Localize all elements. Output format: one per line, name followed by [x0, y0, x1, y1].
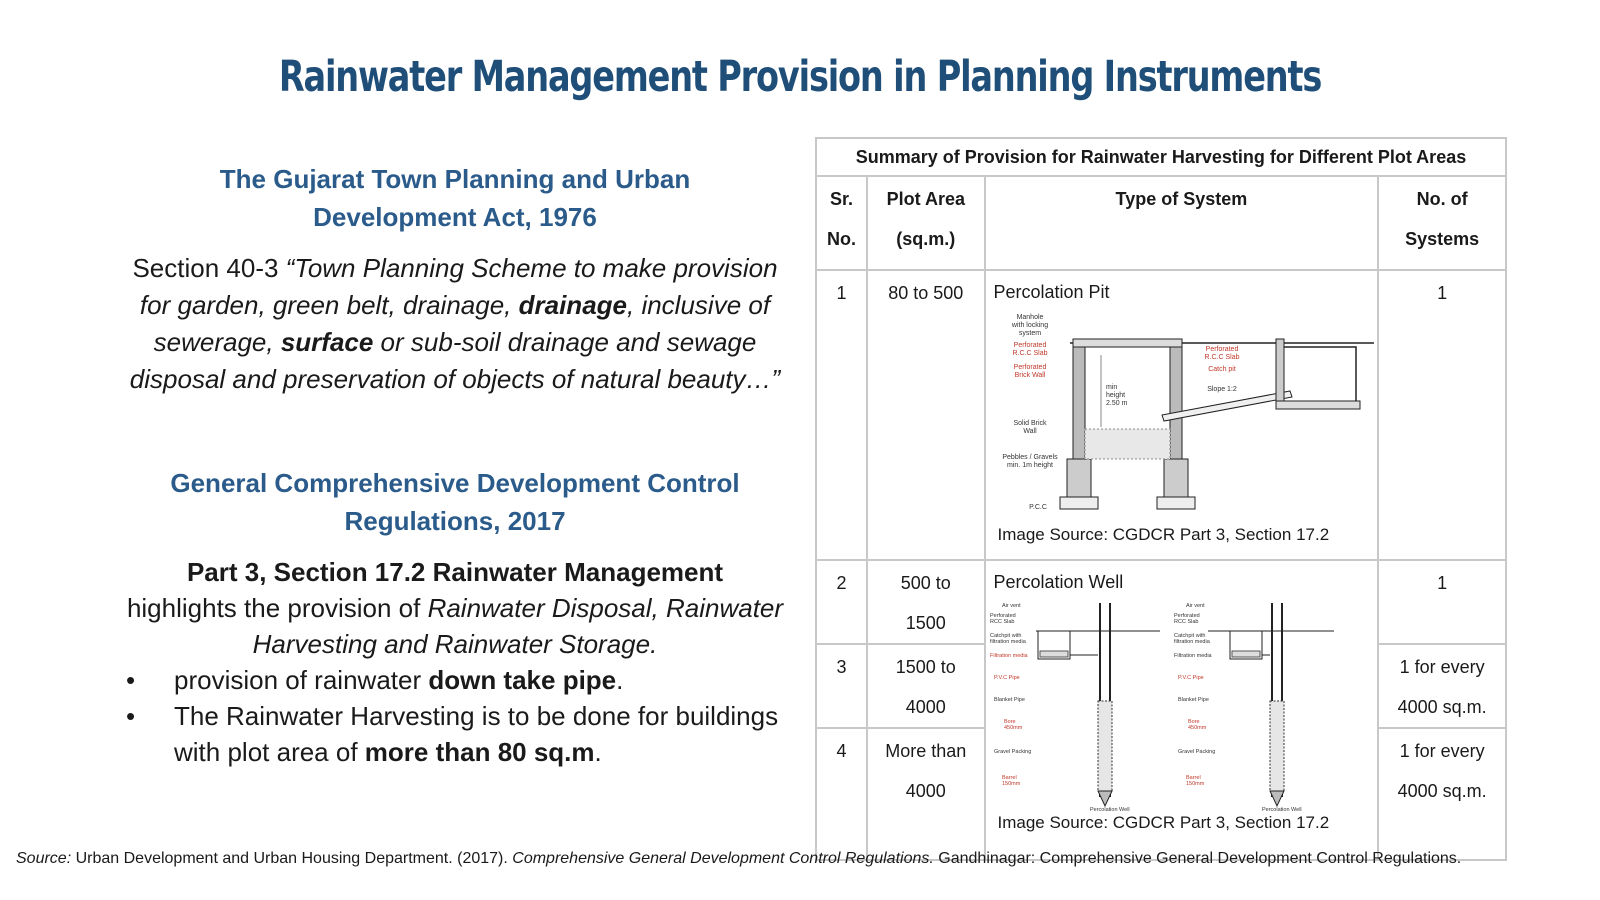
row-4-area-line-1: More than	[885, 741, 967, 761]
row-1-type-label: Percolation Pit	[993, 282, 1110, 302]
footnote-text-1: Urban Development and Urban Housing Department. (2017).	[71, 850, 513, 867]
table-row	[816, 270, 1506, 560]
bullet-symbol: •	[126, 665, 136, 695]
well-label-gravel: Gravel Packing	[993, 749, 1031, 755]
pit-label-height-2: height	[1105, 392, 1125, 399]
well-label-pvc-r: P.V.C Pipe	[1177, 675, 1204, 681]
footnote-title: Comprehensive General Development Control Regulations.	[512, 850, 934, 867]
pit-label-manhole-3: system	[1018, 330, 1041, 337]
pit-label-rcc-r-1: Perforated	[1205, 346, 1238, 353]
header-no-line-2: Systems	[1405, 229, 1480, 249]
pit-label-rcc-r-2: R.C.C Slab	[1203, 354, 1240, 361]
well-label-barrel-1: Barrel	[1001, 775, 1017, 781]
cgdcr-text	[120, 554, 790, 662]
well-label-gravel-r: Gravel Packing	[1177, 749, 1215, 755]
bullet-tail: .	[616, 665, 624, 695]
row-3-no-line-1: 1 for every	[1399, 657, 1485, 677]
pit-label-pebbles-2: min. 1m height	[1006, 462, 1053, 469]
pit-label-height-3: 2.50 m	[1105, 400, 1127, 407]
act-text	[120, 250, 790, 398]
pit-label-rcc-1: Perforated	[1013, 342, 1046, 349]
pit-label-brick-1: Perforated	[1013, 364, 1046, 371]
well-label-bore-2: 450mm	[1003, 725, 1022, 731]
pit-label-height-1: min	[1105, 384, 1117, 391]
row-2-area-line-2: 1500	[905, 613, 946, 633]
pit-label-manhole-2: with locking	[1011, 322, 1048, 329]
header-area-line-2: (sq.m.)	[896, 229, 956, 249]
row-3-area-line-2: 4000	[905, 697, 946, 717]
bullet-list	[120, 662, 790, 770]
act-quote-bold-2: surface	[280, 327, 374, 357]
header-no-of-systems	[1378, 176, 1506, 270]
well-label-air: Air vent	[1001, 603, 1021, 609]
row-2-area-line-1: 500 to	[900, 573, 951, 593]
rwh-summary-table	[815, 137, 1507, 861]
row-3-no	[1378, 644, 1506, 728]
well-label-rcc-1: Perforated	[989, 613, 1016, 619]
well-label-bore-r-1: Bore	[1187, 719, 1200, 725]
well-label-well: Percolation Well	[1089, 807, 1130, 813]
well-label-catch-r-1: Catchpit with	[1173, 633, 1205, 639]
bullet-item	[120, 698, 790, 770]
bullet-bold: down take pipe	[428, 665, 617, 695]
row-2-image-source: Image Source: CGDCR Part 3, Section 17.2	[997, 813, 1330, 832]
pit-label-brick-2: Brick Wall	[1014, 372, 1045, 379]
well-label-barrel-r-2: 150mm	[1185, 781, 1204, 787]
row-4-no	[1378, 728, 1506, 860]
header-sr-line-1: Sr.	[830, 189, 854, 209]
pit-label-solid-2: Wall	[1022, 428, 1037, 435]
act-quote-1: “Town Planning Scheme to make provision for garden, green belt, drainage,	[139, 253, 778, 320]
row-2-area	[867, 560, 984, 644]
well-label-filt: Filtration media	[989, 653, 1028, 659]
well-label-catch-1: Catchpit with	[989, 633, 1021, 639]
row-2-type	[985, 560, 1379, 860]
act-heading	[120, 160, 790, 236]
row-4-no-line-2: 4000 sq.m.	[1397, 781, 1487, 801]
cgdcr-text-italic: Rainwater Disposal, Rainwater Harvesting and Rainwater Storage.	[252, 593, 784, 659]
well-label-pvc: P.V.C Pipe	[993, 675, 1020, 681]
header-sr-line-2: No.	[827, 229, 857, 249]
pit-label-catch: Catch pit	[1207, 366, 1236, 373]
row-1-area: 80 to 500	[867, 270, 984, 560]
well-label-blank-r: Blanket Pipe	[1177, 697, 1209, 703]
row-2-no: 1	[1378, 560, 1506, 644]
pit-label-pcc: P.C.C	[1028, 504, 1047, 511]
well-label-catch-r-2: filtration media	[1173, 639, 1210, 645]
pit-label-solid-1: Solid Brick	[1012, 420, 1047, 427]
cgdcr-heading	[120, 464, 790, 540]
footnote-label: Source:	[16, 850, 72, 867]
cgdcr-heading-line-2: Regulations, 2017	[344, 506, 566, 536]
well-label-rcc-r-2: RCC Slab	[1173, 619, 1198, 625]
row-3-area	[867, 644, 984, 728]
act-quote-3: or sub-soil drainage and sewage disposal and preservation of objects of natural beauty…”	[129, 327, 781, 394]
well-label-barrel-r-1: Barrel	[1185, 775, 1201, 781]
act-heading-line-2: Development Act, 1976	[313, 202, 597, 232]
row-4-no-line-1: 1 for every	[1399, 741, 1485, 761]
row-1-no: 1	[1378, 270, 1506, 560]
well-label-air-r: Air vent	[1185, 603, 1205, 609]
well-label-bore-1: Bore	[1003, 719, 1016, 725]
well-label-rcc-r-1: Perforated	[1173, 613, 1200, 619]
pit-label-manhole-1: Manhole	[1016, 314, 1043, 321]
well-label-filt-r: Filtration media	[1173, 653, 1212, 659]
cgdcr-heading-line-1: General Comprehensive Development Control	[170, 468, 740, 498]
row-1-type	[985, 270, 1379, 560]
header-sr-no	[816, 176, 867, 270]
act-quote-2: , inclusive of sewerage,	[153, 290, 771, 357]
bullet-item	[120, 662, 790, 698]
bullet-symbol: •	[126, 701, 136, 731]
pit-label-pebbles-1: Pebbles / Gravels	[1001, 454, 1058, 461]
footnote-text-2: Gandhinagar: Comprehensive General Development Control Regulations.	[933, 850, 1462, 867]
bullet-text: provision of rainwater	[174, 665, 429, 695]
row-1-sr: 1	[816, 270, 867, 560]
pit-label-slope: Slope 1:2	[1206, 386, 1237, 393]
well-label-barrel-2: 150mm	[1001, 781, 1020, 787]
well-label-blank: Blanket Pipe	[993, 697, 1025, 703]
well-label-bore-r-2: 450mm	[1187, 725, 1206, 731]
row-3-area-line-1: 1500 to	[895, 657, 956, 677]
well-label-well-r: Percolation Well	[1261, 807, 1302, 813]
row-3-sr: 3	[816, 644, 867, 728]
act-heading-line-1: The Gujarat Town Planning and Urban	[219, 164, 691, 194]
well-label-catch-2: filtration media	[989, 639, 1026, 645]
header-no-line-1: No. of	[1416, 189, 1468, 209]
table-row	[816, 560, 1506, 644]
header-type-of-system: Type of System	[985, 176, 1379, 270]
cgdcr-text-a: highlights the provision of	[126, 593, 428, 623]
row-1-image-source: Image Source: CGDCR Part 3, Section 17.2	[997, 525, 1330, 544]
bullet-tail: .	[594, 737, 602, 767]
row-2-type-label: Percolation Well	[993, 572, 1124, 592]
left-column	[120, 160, 790, 770]
pit-label-rcc-2: R.C.C Slab	[1011, 350, 1048, 357]
percolation-pit-diagram	[990, 311, 1374, 525]
act-section-ref: Section 40-3	[132, 253, 286, 283]
row-2-sr: 2	[816, 560, 867, 644]
source-footnote	[16, 846, 1516, 871]
cgdcr-lead: Part 3, Section 17.2 Rainwater Management	[186, 557, 724, 587]
row-4-area-line-2: 4000	[905, 781, 946, 801]
percolation-well-diagram	[990, 601, 1374, 813]
act-quote-bold-1: drainage	[518, 290, 627, 320]
row-4-area	[867, 728, 984, 860]
well-label-rcc-2: RCC Slab	[989, 619, 1014, 625]
row-3-no-line-2: 4000 sq.m.	[1397, 697, 1487, 717]
row-4-sr: 4	[816, 728, 867, 860]
bullet-text: The Rainwater Harvesting is to be done for buildings with plot area of	[174, 701, 779, 767]
slide-title: Rainwater Management Provision in Planning Instruments	[278, 52, 1322, 102]
header-plot-area	[867, 176, 984, 270]
bullet-bold: more than 80 sq.m	[364, 737, 595, 767]
header-area-line-1: Plot Area	[886, 189, 965, 209]
table-caption: Summary of Provision for Rainwater Harvesting for Different Plot Areas	[816, 138, 1506, 176]
